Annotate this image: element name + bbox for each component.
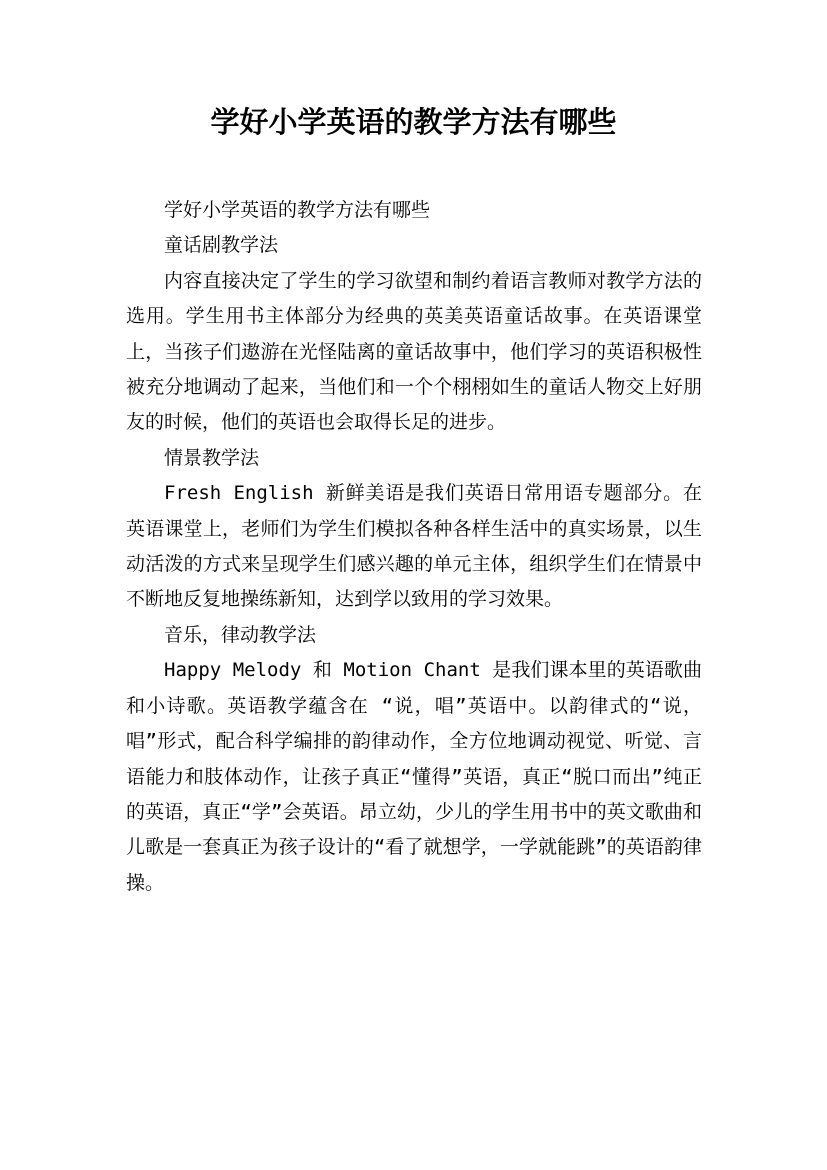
section-heading-situational: 情景教学法 — [164, 446, 260, 469]
section-heading-music-rhythm: 音乐，律动教学法 — [164, 623, 317, 646]
document-title: 学好小学英语的教学方法有哪些 — [210, 105, 617, 139]
document-body — [126, 193, 702, 901]
paragraph-subtitle: 学好小学英语的教学方法有哪些 — [164, 199, 431, 221]
paragraph-situational: Fresh English 新鲜美语是我们英语日常用语专题部分。在英语课堂上，老师们为学生们模拟各种各样生活中的真实场景，以生动活泼的方式来呈现学生们感兴趣的单元主体，组织学生们在情景中不断地反复地操练新知，达到学以致用的学习效果。 — [126, 482, 702, 611]
paragraph-music-rhythm: Happy Melody 和 Motion Chant 是我们课本里的英语歌曲和小诗歌。英语教学蕴含在 “说，唱”英语中。以韵律式的“说，唱”形式，配合科学编排的韵律动作，全方位地调动视觉、听觉、言语能力和肢体动作，让孩子真正“懂得”英语，真正“脱口而出”纯正的英语，真正“学”会英语。昂立幼，少儿的学生用书中的英文歌曲和儿歌是一套真正为孩子设计的“看了就想学，一学就能跳”的英语韵律操。 — [126, 659, 702, 894]
section-heading-fairy-tale: 童话剧教学法 — [164, 234, 279, 257]
paragraph-fairy-tale: 内容直接决定了学生的学习欲望和制约着语言教师对教学方法的选用。学生用书主体部分为经典的英美英语童话故事。在英语课堂上，当孩子们遨游在光怪陆离的童话故事中，他们学习的英语积极性被充分地调动了起来，当他们和一个个栩栩如生的童话人物交上好朋友的时候，他们的英语也会取得长足的进步。 — [126, 269, 702, 434]
